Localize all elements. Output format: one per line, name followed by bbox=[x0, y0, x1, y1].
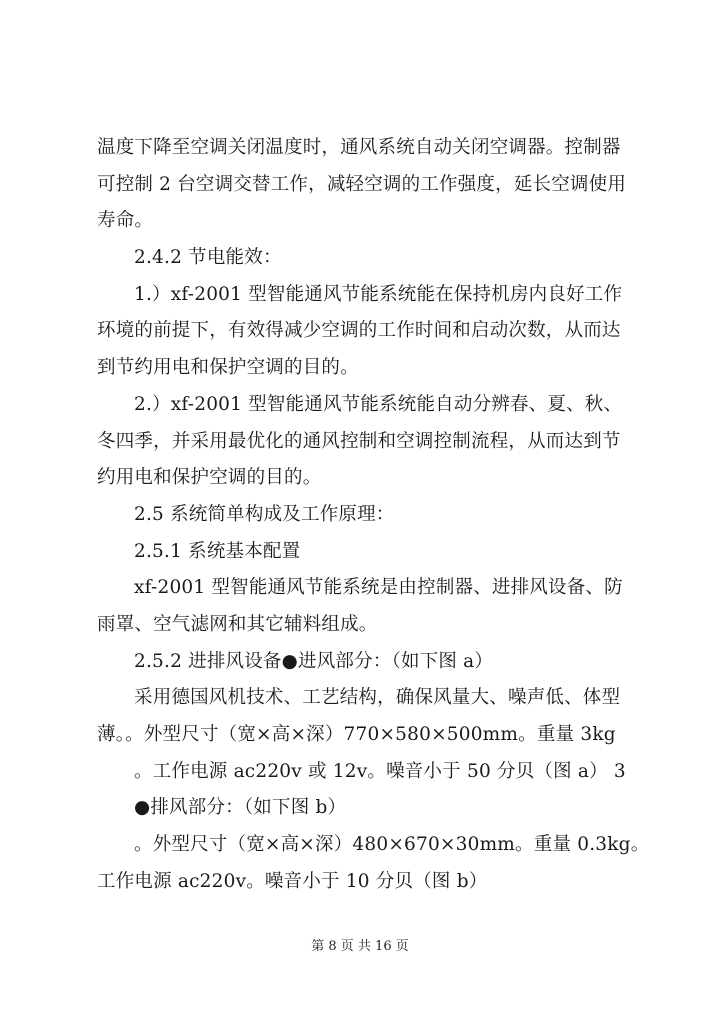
section-heading-2-5-1: 2.5.1 系统基本配置 bbox=[134, 540, 301, 562]
text-line: 。外型尺寸（宽×高×深）480×670×30mm。重量 0.3kg。 bbox=[134, 834, 650, 856]
text-line: 1.）xf-2001 型智能通风节能系统能在保持机房内良好工作 bbox=[134, 283, 623, 305]
section-heading-2-5: 2.5 系统简单构成及工作原理： bbox=[134, 503, 395, 525]
text-line: 。工作电源 ac220v 或 12v。噪音小于 50 分贝（图 a） 3 bbox=[134, 760, 626, 782]
text-line: 工作电源 ac220v。噪音小于 10 分贝（图 b） bbox=[97, 870, 488, 892]
text-line: 采用德国风机技术、工艺结构，确保风量大、噪声低、体型 bbox=[134, 687, 621, 709]
text-line: 温度下降至空调关闭温度时，通风系统自动关闭空调器。控制器 bbox=[97, 137, 621, 158]
text-line: 环境的前提下，有效得减少空调的工作时间和启动次数，从而达 bbox=[97, 320, 621, 342]
text-line: 冬四季，并采用最优化的通风控制和空调控制流程，从而达到节 bbox=[97, 430, 621, 452]
text-line: 2.）xf-2001 型智能通风节能系统能自动分辨春、夏、秋、 bbox=[134, 393, 623, 415]
text-line: ●排风部分：（如下图 b） bbox=[134, 797, 347, 819]
text-line: 薄。。外型尺寸（宽×高×深）770×580×500mm。重量 3kg bbox=[97, 724, 616, 745]
text-line: 到节约用电和保护空调的目的。 bbox=[97, 357, 359, 379]
section-heading-2-5-2: 2.5.2 进排风设备●进风部分：（如下图 a） bbox=[134, 650, 494, 672]
text-line: xf-2001 型智能通风节能系统是由控制器、进排风设备、防 bbox=[134, 577, 623, 599]
text-line: 雨罩、空气滤网和其它辅料组成。 bbox=[97, 613, 378, 635]
body-text bbox=[97, 130, 657, 900]
text-line: 约用电和保护空调的目的。 bbox=[97, 467, 322, 489]
page-number-footer: 第 8 页 共 16 页 bbox=[311, 939, 409, 954]
text-line: 寿命。 bbox=[97, 210, 154, 232]
section-heading-2-4-2: 2.4.2 节电能效： bbox=[134, 247, 282, 269]
text-line: 可控制 2 台空调交替工作，减轻空调的工作强度，延长空调使用 bbox=[97, 173, 627, 195]
